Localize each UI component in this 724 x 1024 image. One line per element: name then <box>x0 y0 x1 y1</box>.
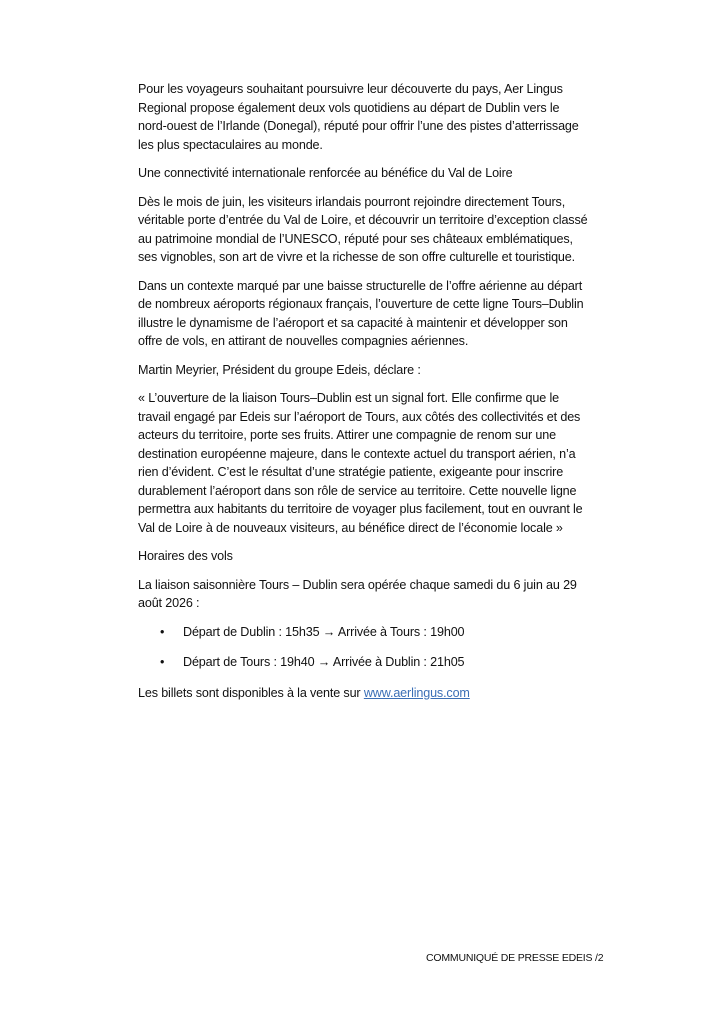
bullet-icon: • <box>160 624 165 639</box>
tickets-paragraph <box>138 684 590 703</box>
flight-item-tours-dublin <box>138 653 590 672</box>
aerlingus-link[interactable]: www.aerlingus.com <box>363 685 470 700</box>
section-heading-schedule: Horaires des vols <box>138 549 233 563</box>
speaker-line: Martin Meyrier, Président du groupe Edeis, déclare : <box>138 362 421 377</box>
section-heading-connectivity: Une connectivité internationale renforcée au bénéfice du Val de Loire <box>138 166 513 180</box>
flight-item-text: Départ de Tours : 19h40 → Arrivée à Dublin : 21h05 <box>183 655 465 669</box>
flight-list <box>138 623 590 672</box>
document-page <box>138 80 590 712</box>
flight-item-text: Départ de Dublin : 15h35 → Arrivée à Tours : 19h00 <box>183 624 465 639</box>
paragraph-context: Dans un contexte marqué par une baisse structurelle de l’offre aérienne au départ de nombreux aéroports régionaux français, l’ouverture de cette ligne Tours–Dublin illustre le dynamisme de l’aéroport et sa capacité à maintenir et développer son offre de vols, en attirant de nouvelles compagnies aériennes. <box>138 278 584 348</box>
bullet-icon: • <box>160 655 165 669</box>
paragraph-regional-flights: Pour les voyageurs souhaitant poursuivre leur découverte du pays, Aer Lingus Regional propose également deux vols quotidiens au départ de Dublin vers le nord-ouest de l’Irlande (Donegal), réputé pour offrir l’une des pistes d’atterrissage les plus spectaculaires au monde. <box>138 82 579 152</box>
quote-paragraph: « L’ouverture de la liaison Tours–Dublin est un signal fort. Elle confirme que le travail engagé par Edeis sur l’aéroport de Tours, aux côtés des collectivités et des acteurs du territoire, porte ses fruits. Attirer une compagnie de renom sur une destination européenne majeure, dans le contexte actuel du transport aérien, n’a rien d’évident. C’est le résultat d’une stratégie patiente, exigeante pour inscrire durablement l’aéroport dans son rôle de service au territoire. Cette nouvelle ligne permettra aux habitants du territoire de voyager plus facilement, tout en ouvrant le Val de Loire à de nouveaux visiteurs, au bénéfice direct de l’économie locale » <box>138 391 583 535</box>
paragraph-irish-visitors: Dès le mois de juin, les visiteurs irlandais pourront rejoindre directement Tours, véritable porte d’entrée du Val de Loire, et découvrir un territoire d’exception classé au patrimoine mondial de l’UNESCO, réputé pour ses châteaux emblématiques, ses vignobles, son art de vivre et la richesse de son offre culturelle et touristique. <box>138 194 588 264</box>
flight-item-dublin-tours <box>138 623 590 642</box>
page-footer: COMMUNIQUÉ DE PRESSE EDEIS /2 <box>426 952 604 964</box>
paragraph-schedule: La liaison saisonnière Tours – Dublin sera opérée chaque samedi du 6 juin au 29 août 2026 : <box>138 577 577 610</box>
tickets-text: Les billets sont disponibles à la vente sur <box>138 685 364 700</box>
